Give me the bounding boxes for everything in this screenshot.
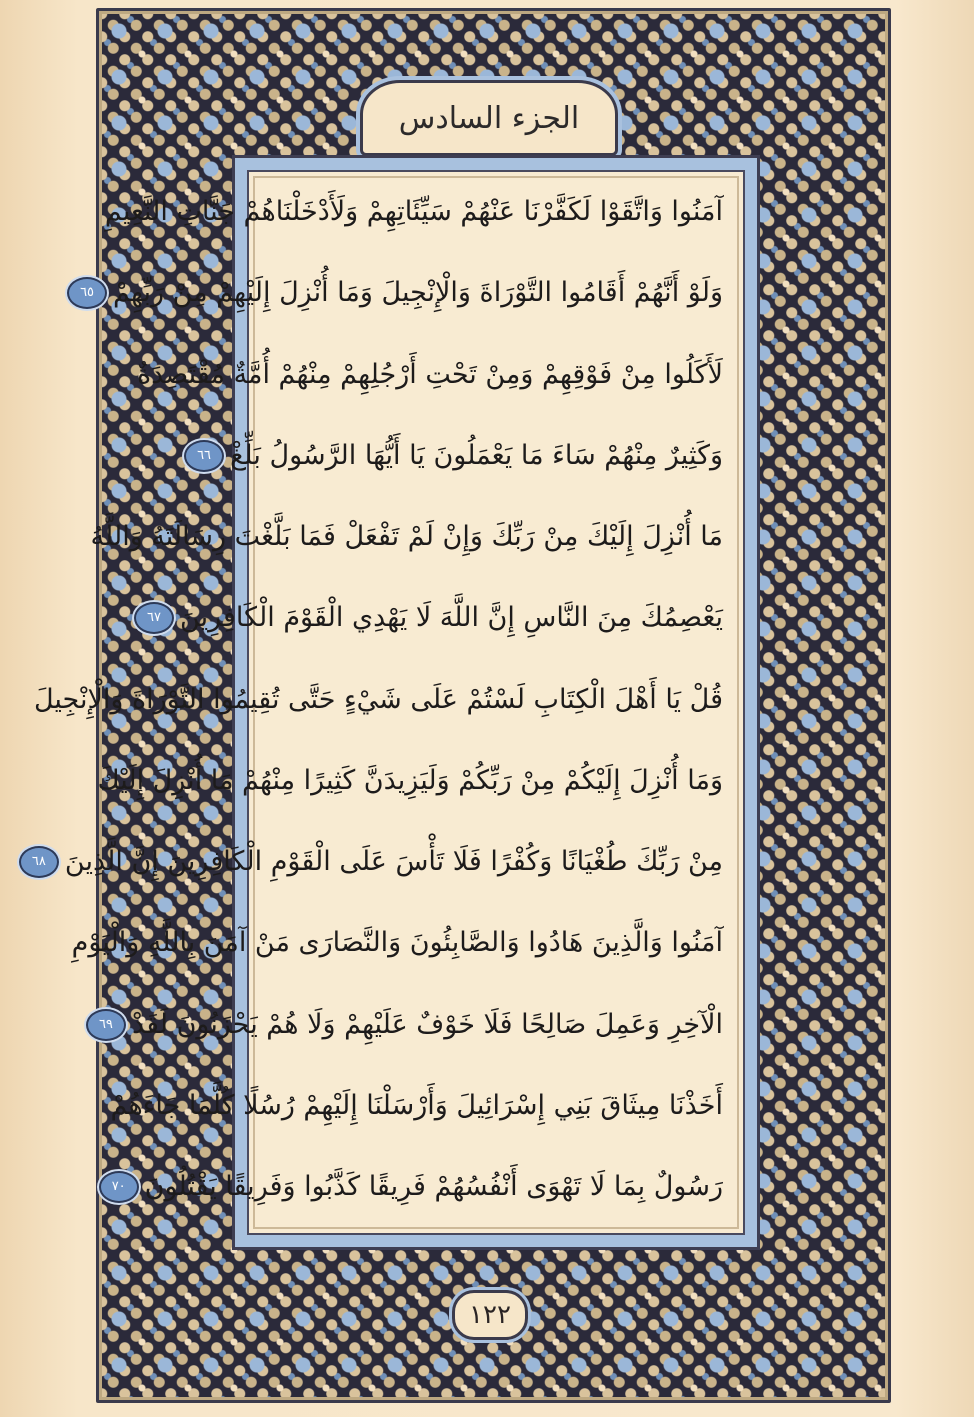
verse-line	[31, 842, 723, 882]
verse-line-text: الْآخِرِ وَعَمِلَ صَالِحًا فَلَا خَوْفٌ عَلَيْهِمْ وَلَا هُمْ يَحْزَنُونَ لَقَدْ	[131, 1008, 723, 1040]
verse-line	[111, 1167, 723, 1207]
ayah-number-marker: ٦٩	[86, 1009, 126, 1041]
verse-line	[71, 923, 723, 963]
verse-line-text: مِنْ رَبِّكَ طُغْيَانًا وَكُفْرًا فَلَا تَأْسَ عَلَى الْقَوْمِ الْكَافِرِينَ إِنَّ الَّذِينَ	[64, 846, 723, 877]
juz-title: الجزء السادس	[398, 100, 580, 136]
ayah-number-marker: ٦٦	[184, 440, 224, 472]
ayah-number-marker: ٦٥	[67, 277, 107, 309]
verse-line	[33, 680, 723, 720]
verse-line-text: أَخَذْنَا مِيثَاقَ بَنِي إِسْرَائِيلَ وَأَرْسَلْنَا إِلَيْهِمْ رُسُلًا كُلَّمَا جَاءَهُمْ	[110, 1089, 723, 1121]
verse-line	[104, 192, 723, 232]
page-number: ١٢٢	[469, 1300, 511, 1330]
verse-line	[97, 761, 723, 801]
verse-line-text: آمَنُوا وَاتَّقَوْا لَكَفَّرْنَا عَنْهُمْ سَيِّئَاتِهِمْ وَلَأَدْخَلْنَاهُمْ جَنَّاتِ النَّعِيمِ	[104, 196, 723, 227]
verse-text-panel-inner	[31, 170, 745, 1235]
page-number-frame	[452, 1290, 528, 1340]
ayah-number-marker: ٧٠	[99, 1171, 139, 1203]
verse-text-panel	[31, 155, 760, 1250]
verse-line-text: وَمَا أُنْزِلَ إِلَيْكُمْ مِنْ رَبِّكُمْ وَلَيَزِيدَنَّ كَثِيرًا مِنْهُمْ مَا أُنْزِلَ إِلَيْكَ	[97, 764, 723, 796]
verse-line	[80, 273, 723, 313]
verse-line-text: رَسُولٌ بِمَا لَا تَهْوَى أَنْفُسُهُمْ فَرِيقًا كَذَّبُوا وَفَرِيقًا يَقْتُلُونَ	[144, 1171, 723, 1202]
juz-title-cartouche	[360, 80, 618, 156]
verse-line-text: يَعْصِمُكَ مِنَ النَّاسِ إِنَّ اللَّهَ لَا يَهْدِي الْقَوْمَ الْكَافِرِينَ	[180, 602, 723, 634]
verse-line-text: لَأَكَلُوا مِنْ فَوْقِهِمْ وَمِنْ تَحْتِ أَرْجُلِهِمْ مِنْهُمْ أُمَّةٌ مُقْتَصِدَةٌ	[136, 358, 723, 390]
verse-line	[90, 517, 723, 557]
ayah-number-marker: ٦٨	[19, 846, 59, 878]
verse-lines	[31, 192, 723, 1207]
verse-line-text: قُلْ يَا أَهْلَ الْكِتَابِ لَسْتُمْ عَلَى شَيْءٍ حَتَّى تُقِيمُوا التَّوْرَاةَ وَالْإِنْجِيلَ	[33, 683, 723, 715]
verse-line-text: وَلَوْ أَنَّهُمْ أَقَامُوا التَّوْرَاةَ وَالْإِنْجِيلَ وَمَا أُنْزِلَ إِلَيْهِمْ مِنْ رَبِّهِمْ	[113, 277, 723, 309]
verse-line-text: مَا أُنْزِلَ إِلَيْكَ مِنْ رَبِّكَ وَإِنْ لَمْ تَفْعَلْ فَمَا بَلَّغْتَ رِسَالَتَهُ وَاللَّهُ	[90, 521, 723, 552]
verse-line-text: آمَنُوا وَالَّذِينَ هَادُوا وَالصَّابِئُونَ وَالنَّصَارَى مَنْ آمَنَ بِاللَّهِ وَالْيَوْمِ	[71, 927, 723, 959]
verse-line	[197, 436, 723, 476]
verse-line	[147, 598, 723, 638]
ayah-number-marker: ٦٧	[134, 602, 174, 634]
verse-line-text: وَكَثِيرٌ مِنْهُمْ سَاءَ مَا يَعْمَلُونَ يَا أَيُّهَا الرَّسُولُ بَلِّغْ	[230, 439, 723, 471]
verse-line	[98, 1005, 723, 1045]
verse-line	[136, 355, 723, 395]
verse-line	[110, 1086, 723, 1126]
